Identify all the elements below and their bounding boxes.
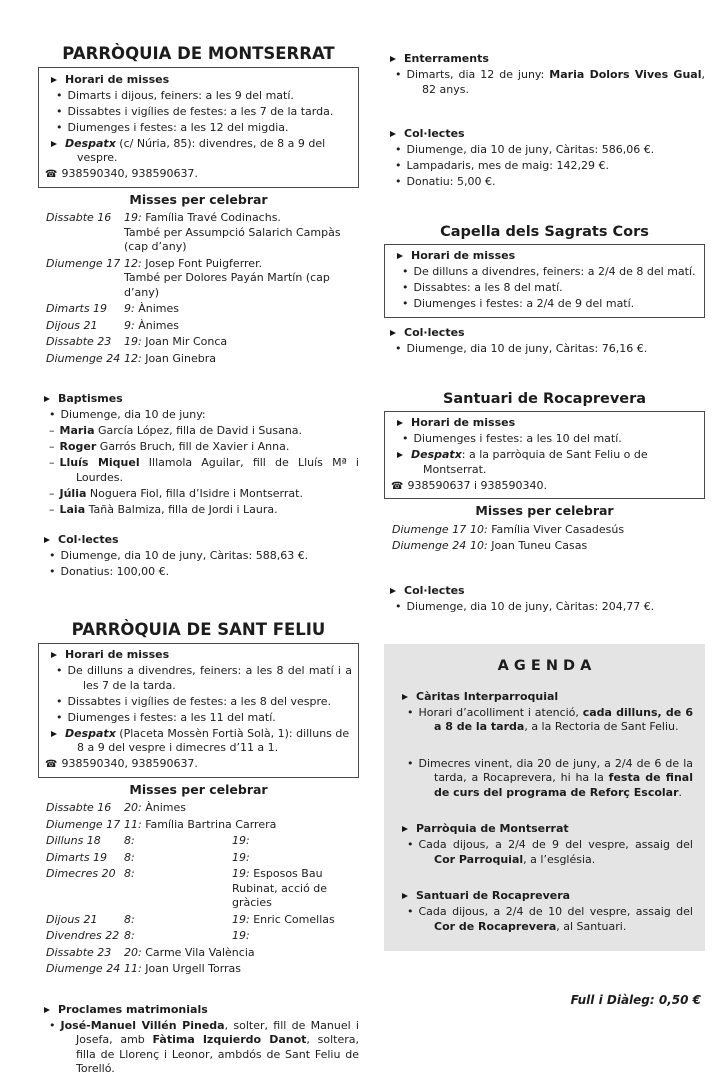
collectes-item (384, 159, 705, 174)
baptismes-heading: Baptismes (58, 392, 123, 405)
despatx-label: Despatx (65, 136, 116, 150)
arrow-bullet-icon (402, 893, 408, 899)
agenda-heading: Santuari de Rocaprevera (416, 889, 571, 902)
bullet-marker: • (407, 756, 414, 770)
arrow-bullet-icon (44, 537, 50, 543)
proclames-section (38, 1003, 359, 1077)
horari-item (45, 89, 352, 104)
agenda-bold-text: cada dilluns, de 6 a 8 de la tarda (434, 705, 693, 733)
misses-time: 9: (124, 302, 135, 315)
arrow-bullet-icon (390, 56, 396, 62)
misses-cell (124, 352, 359, 367)
horari-item (391, 265, 698, 280)
misses-day: Dilluns 18 (46, 834, 101, 847)
agenda-box (384, 644, 705, 951)
misses-time: 10: (470, 539, 488, 552)
misses-text: Joan Mir Conca (145, 335, 228, 348)
arrow-bullet-icon (402, 826, 408, 832)
misses-time: 20: (124, 801, 142, 814)
agenda-heading-line (396, 690, 693, 705)
horari-heading-line (45, 73, 352, 88)
table-row (38, 352, 359, 367)
proclames-heading-line (38, 1003, 359, 1018)
misses-cell (124, 335, 359, 350)
misses-heading: Misses per celebrar (129, 191, 268, 207)
baptisme-entry (38, 440, 359, 455)
horari-heading-line (391, 416, 698, 431)
agenda-heading-line (396, 889, 693, 904)
dash-marker: – (49, 502, 55, 516)
proclames-text: , solter, fill de Manuel i Josefa, amb (76, 1018, 359, 1046)
arrow-bullet-icon (397, 253, 403, 259)
rocaprevera-collectes-section (384, 584, 705, 615)
bullet-marker: • (56, 120, 63, 134)
misses-time: 8: (124, 850, 135, 864)
despatx-text: : a la parròquia de Sant Feliu o de Montserrat. (423, 448, 648, 476)
horari-item (391, 281, 698, 296)
capella-collectes-section (384, 326, 705, 357)
baptismes-heading-line (38, 392, 359, 407)
despatx-label: Despatx (65, 726, 116, 740)
misses-text: Esposos Bau Rubinat, acció de gràcies (232, 867, 328, 909)
horari-item-text: Dissabtes i vigílies de festes: a les 7 de la tarda. (67, 104, 334, 118)
table-row (38, 851, 359, 866)
agenda-text: Dimecres vinent, dia 20 de juny, a 2/4 de 6 de la tarda, a Rocaprevera, hi ha la (418, 756, 693, 784)
table-row (38, 302, 359, 317)
misses-text: Ànimes (138, 318, 179, 332)
bullet-marker: • (407, 705, 414, 719)
santfeliu-horari-box (38, 643, 359, 778)
agenda-section-rocaprevera (396, 889, 693, 934)
bullet-marker: • (395, 599, 402, 613)
horari-item (391, 297, 698, 312)
bullet-marker: • (407, 838, 414, 851)
capella-title: Capella dels Sagrats Cors (440, 223, 649, 240)
dash-marker: – (49, 456, 55, 469)
groom-name: José-Manuel Villén Pineda (60, 1018, 225, 1032)
baptisme-rest: Illamola Aguilar, fill de Lluís Mª i Lourdes. (76, 456, 359, 484)
baptisme-name: Maria (59, 424, 95, 437)
baptisme-rest: Tañà Balmiza, filla de Jordi i Laura. (85, 502, 278, 516)
misses-cell (124, 929, 232, 944)
horari-heading: Horari de misses (411, 416, 516, 429)
baptismes-section (38, 392, 359, 517)
table-row (38, 834, 359, 849)
collectes-item (384, 600, 705, 615)
table-row (38, 211, 359, 255)
phone-numbers: 938590637 i 938590340. (407, 478, 547, 492)
baptisme-entry (38, 503, 359, 518)
misses-time: 12: (124, 256, 142, 270)
misses-cell (124, 818, 359, 833)
arrow-bullet-icon (390, 588, 396, 594)
phone-numbers: 938590340, 938590637. (61, 757, 198, 770)
table-row (38, 913, 359, 928)
bullet-marker: • (395, 159, 402, 172)
baptisme-name: Lluís Miquel (59, 456, 140, 469)
bullet-marker: • (49, 549, 56, 562)
collectes-heading: Col·lectes (404, 583, 465, 597)
agenda-item (396, 757, 693, 801)
horari-item-text: Diumenges i festes: a 2/4 de 9 del matí. (413, 297, 635, 310)
agenda-text: Cada dijous, a 2/4 de 9 del vespre, assaig del (418, 838, 693, 851)
bride-name: Fàtima Izquierdo Danot (152, 1033, 307, 1046)
agenda-item (396, 706, 693, 735)
deceased-name: Maria Dolors Vives Gual (549, 68, 702, 81)
misses-cell (124, 867, 232, 911)
horari-heading-line (391, 249, 698, 264)
bullet-marker: • (395, 68, 402, 81)
arrow-bullet-icon (51, 77, 57, 83)
phone-line (45, 757, 352, 773)
misses-time: 12: (124, 351, 142, 365)
santfeliu-misses-table (38, 801, 359, 977)
table-row (38, 319, 359, 334)
misses-cell (232, 851, 359, 866)
misses-cell (232, 913, 359, 928)
table-row (38, 801, 359, 816)
misses-heading: Misses per celebrar (129, 781, 268, 797)
horari-item (391, 432, 698, 447)
misses-text: Joan Tuneu Casas (491, 539, 588, 552)
proclames-heading: Proclames matrimonials (58, 1002, 208, 1016)
misses-cell (124, 851, 232, 866)
table-row (38, 818, 359, 833)
arrow-bullet-icon (390, 131, 396, 137)
misses-day: Diumenge 24 (46, 351, 121, 365)
misses-cell (124, 962, 359, 977)
enterrament-entry (384, 68, 705, 97)
misses-day: Dijous 21 (46, 318, 98, 332)
baptisme-name: Júlia (59, 486, 87, 500)
arrow-bullet-icon (51, 141, 57, 147)
collectes-text: Diumenge, dia 10 de juny, Càritas: 586,06 €. (406, 143, 655, 156)
agenda-bold-text: Cor Parroquial (434, 852, 524, 866)
horari-item (45, 695, 352, 710)
montserrat-horari-box (38, 67, 359, 188)
bullet-marker: • (402, 281, 409, 294)
arrow-bullet-icon (402, 694, 408, 700)
collectes-text: Donatiu: 5,00 €. (406, 175, 496, 188)
agenda-text: . (678, 785, 683, 799)
collectes-text: Donatius: 100,00 €. (60, 565, 170, 578)
bullet-marker: • (56, 88, 63, 102)
misses-cell (124, 319, 359, 334)
misses-cell (124, 211, 359, 255)
agenda-text: Horari d’acolliment i atenció, (418, 705, 583, 719)
agenda-section-caritas (396, 690, 693, 735)
bullet-marker: • (402, 432, 409, 445)
agenda-heading: Càritas Interparroquial (416, 689, 559, 703)
horari-item-text: Diumenges i festes: a les 12 del migdia. (67, 120, 289, 134)
collectes-item (38, 549, 359, 564)
agenda-heading-line (396, 822, 693, 837)
baptisme-name: Roger (59, 440, 97, 453)
misses-time: 11: (124, 817, 142, 831)
misses-text: Família Travé Codinachs. (145, 211, 281, 224)
despatx-text: (Placeta Mossèn Fortià Solà, 1): dilluns de 8 a 9 del vespre i dimecres d’11 a 1. (77, 726, 350, 754)
baptismes-intro-text: Diumenge, dia 10 de juny: (60, 408, 206, 421)
misses-text: Josep Font Puigferrer. (145, 256, 263, 270)
table-row (38, 867, 359, 911)
agenda-text: , al Santuari. (556, 919, 627, 933)
horari-item-text: Dimarts i dijous, feiners: a les 9 del matí. (67, 88, 294, 102)
despatx-line (45, 727, 352, 756)
montserrat-collectes-section (38, 533, 359, 580)
misses-text: Carme Vila València (145, 945, 255, 959)
bullet-marker: • (56, 694, 63, 708)
bullet-marker: • (395, 175, 402, 188)
table-row (38, 335, 359, 350)
misses-text: Ànimes (138, 302, 179, 315)
misses-cell (470, 539, 705, 554)
baptisme-entry (38, 424, 359, 439)
misses-time: 8: (124, 867, 135, 880)
table-row (38, 929, 359, 944)
enterraments-section (384, 52, 705, 97)
agenda-text: Cada dijous, a 2/4 de 10 del vespre, assaig del (418, 905, 693, 918)
despatx-label: Despatx (411, 448, 462, 461)
bullet-marker: • (56, 664, 63, 677)
misses-day: Diumenge 24 (392, 539, 467, 552)
misses-time: 19: (232, 929, 250, 942)
collectes-text: Diumenge, dia 10 de juny, Càritas: 76,16 €. (406, 342, 648, 355)
agenda-section-montserrat (396, 822, 693, 867)
misses-cell (124, 801, 359, 816)
collectes-heading: Col·lectes (404, 326, 465, 339)
misses-day: Diumenge 17 (46, 256, 121, 270)
horari-item-text: Diumenges i festes: a les 10 del matí. (413, 432, 622, 445)
dash-marker: – (49, 486, 55, 500)
bullet-marker: • (56, 710, 63, 724)
horari-item-text: De dilluns a divendres, feiners: a 2/4 de 8 del matí. (413, 265, 696, 278)
rocaprevera-title: Santuari de Rocaprevera (442, 390, 647, 407)
agenda-text: , a la Rectoria de Sant Feliu. (524, 720, 679, 733)
rocaprevera-misses-table (384, 523, 705, 554)
table-row (38, 962, 359, 977)
collectes-item (38, 565, 359, 580)
horari-heading: Horari de misses (65, 648, 170, 661)
misses-time: 19: (232, 850, 250, 864)
misses-time: 8: (124, 929, 135, 942)
bullet-marker: • (395, 342, 402, 355)
table-row (384, 523, 705, 538)
misses-day: Dissabte 23 (46, 335, 112, 348)
misses-day: Dissabte 16 (46, 211, 112, 224)
dash-marker: – (49, 424, 55, 437)
misses-cell (124, 946, 359, 961)
horari-item (45, 711, 352, 726)
arrow-bullet-icon (44, 396, 50, 402)
agenda-bold-text: Cor de Rocaprevera (434, 919, 557, 933)
horari-heading: Horari de misses (65, 72, 170, 86)
horari-item-text: Diumenges i festes: a les 11 del matí. (67, 710, 276, 724)
despatx-text: (c/ Núria, 85): divendres, de 8 a 9 del vespre. (77, 136, 326, 164)
enterraments-heading-line (384, 52, 705, 67)
collectes-heading-line (384, 584, 705, 599)
table-row (38, 257, 359, 301)
misses-time: 11: (124, 962, 142, 975)
misses-day: Dijous 21 (46, 912, 98, 926)
collectes-text: Lampadaris, mes de maig: 142,29 €. (406, 159, 609, 172)
agenda-text: , a l’església. (523, 852, 596, 866)
misses-cell (124, 834, 232, 849)
misses-text: Ànimes (145, 801, 186, 814)
collectes-heading: Col·lectes (404, 127, 465, 140)
misses-heading: Misses per celebrar (475, 503, 614, 518)
misses-day: Diumenge 24 (46, 962, 121, 975)
enterrament-text: Dimarts, dia 12 de juny: (406, 68, 550, 81)
collectes-heading-line (38, 533, 359, 548)
misses-time: 19: (124, 335, 142, 348)
arrow-bullet-icon (397, 420, 403, 426)
misses-time: 9: (124, 318, 135, 332)
arrow-bullet-icon (397, 452, 403, 458)
baptisme-rest: Noguera Fiol, filla d’Isidre i Montserrat. (86, 486, 303, 500)
enterraments-heading: Enterraments (404, 52, 489, 65)
horari-item-text: Dissabtes: a les 8 del matí. (413, 281, 563, 294)
misses-day: Diumenge 17 (46, 817, 121, 831)
misses-text: Joan Ginebra (145, 351, 216, 365)
bullet-marker: • (49, 565, 56, 578)
misses-time: 19: (124, 211, 142, 224)
misses-time: 19: (232, 867, 250, 880)
despatx-line (45, 137, 352, 166)
misses-day: Dimarts 19 (46, 302, 108, 315)
misses-time: 20: (124, 945, 142, 959)
arrow-bullet-icon (390, 330, 396, 336)
collectes-item (384, 143, 705, 158)
collectes-item (384, 342, 705, 357)
montserrat-misses-table (38, 211, 359, 366)
misses-text: Família Bartrina Carrera (145, 817, 277, 831)
horari-item-text: De dilluns a divendres, feiners: a les 8 del matí i a les 7 de la tarda. (67, 664, 352, 692)
rocaprevera-horari-box (384, 411, 705, 500)
baptisme-name: Laia (59, 502, 86, 516)
misses-text: Joan Urgell Torras (145, 962, 242, 975)
horari-item (45, 121, 352, 136)
right-collectes-section (384, 127, 705, 190)
horari-heading: Horari de misses (411, 249, 516, 262)
phone-line (45, 167, 352, 183)
arrow-bullet-icon (51, 731, 57, 737)
misses-text2: També per Dolores Payán Martín (cap d’any) (124, 271, 330, 299)
agenda-item (396, 838, 693, 867)
horari-item-text: Dissabtes i vigílies de festes: a les 8 del vespre. (67, 694, 332, 708)
bullet-marker: • (56, 104, 63, 118)
proclames-entry (38, 1019, 359, 1077)
baptisme-entry (38, 456, 359, 485)
misses-day: Dimecres 20 (46, 867, 116, 880)
horari-item (45, 664, 352, 693)
misses-day: Diumenge 17 (392, 522, 467, 536)
misses-time: 19: (232, 912, 250, 926)
collectes-text: Diumenge, dia 10 de juny, Càritas: 588,63 €. (60, 549, 309, 562)
misses-cell (232, 834, 359, 849)
bullet-marker: • (49, 408, 56, 421)
horari-heading-line (45, 648, 352, 663)
misses-time: 8: (124, 834, 135, 847)
arrow-bullet-icon (51, 652, 57, 658)
left-column (38, 44, 359, 1078)
misses-cell (232, 867, 359, 911)
misses-cell (232, 929, 359, 944)
misses-cell (124, 913, 232, 928)
agenda-bold-text: festa de final de curs del programa de Reforç Escolar (434, 771, 693, 799)
baptisme-rest: Garrós Bruch, fill de Xavier i Anna. (96, 440, 290, 453)
misses-cell (470, 523, 705, 538)
phone-icon: ☎ (45, 169, 58, 180)
baptisme-rest: García López, filla de David i Susana. (94, 424, 303, 437)
agenda-section-reforc (396, 757, 693, 801)
collectes-heading-line (384, 127, 705, 142)
misses-text: Família Viver Casadesús (491, 522, 625, 536)
arrow-bullet-icon (44, 1007, 50, 1013)
phone-line (391, 479, 698, 495)
phone-icon: ☎ (391, 480, 404, 492)
collectes-text: Diumenge, dia 10 de juny, Càritas: 204,77 €. (406, 599, 655, 613)
montserrat-title: PARRÒQUIA DE MONTSERRAT (62, 44, 335, 63)
misses-time: 19: (232, 834, 250, 847)
right-column (384, 44, 705, 1078)
capella-horari-box (384, 244, 705, 319)
misses-time: 10: (470, 522, 488, 536)
santfeliu-title: PARRÒQUIA DE SANT FELIU (71, 619, 326, 639)
bullet-marker: • (402, 265, 409, 278)
misses-time: 8: (124, 912, 135, 926)
bullet-marker: • (402, 297, 409, 310)
phone-numbers: 938590340, 938590637. (61, 167, 198, 180)
misses-day: Dimarts 19 (46, 850, 108, 864)
misses-day: Dissabte 23 (46, 945, 112, 959)
horari-item (45, 105, 352, 120)
collectes-item (384, 175, 705, 190)
collectes-heading-line (384, 326, 705, 341)
price-footer: Full i Diàleg: 0,50 € (570, 992, 701, 1007)
proclames-text: , soltera, filla de Llorenç i Leonor, ambdós de Sant Feliu de Torelló. (76, 1033, 359, 1075)
collectes-heading: Col·lectes (58, 533, 119, 546)
table-row (38, 946, 359, 961)
misses-day: Dissabte 16 (46, 801, 112, 814)
baptismes-intro (38, 408, 359, 423)
phone-icon: ☎ (45, 759, 58, 770)
misses-cell (124, 302, 359, 317)
agenda-item (396, 905, 693, 934)
baptisme-entry (38, 487, 359, 502)
agenda-heading: Parròquia de Montserrat (416, 822, 569, 835)
misses-day: Divendres 22 (46, 929, 120, 942)
misses-text: Enric Comellas (253, 912, 335, 926)
bullet-marker: • (49, 1018, 56, 1032)
misses-cell (124, 257, 359, 301)
bullet-marker: • (395, 143, 402, 156)
agenda-title: A G E N D A (497, 658, 592, 674)
enterrament-text: , 82 anys. (422, 68, 705, 96)
dash-marker: – (49, 440, 55, 453)
bullet-marker: • (407, 905, 414, 918)
table-row (384, 539, 705, 554)
misses-text2: També per Assumpció Salarich Campàs (cap d’any) (124, 225, 341, 253)
despatx-line (391, 448, 698, 477)
